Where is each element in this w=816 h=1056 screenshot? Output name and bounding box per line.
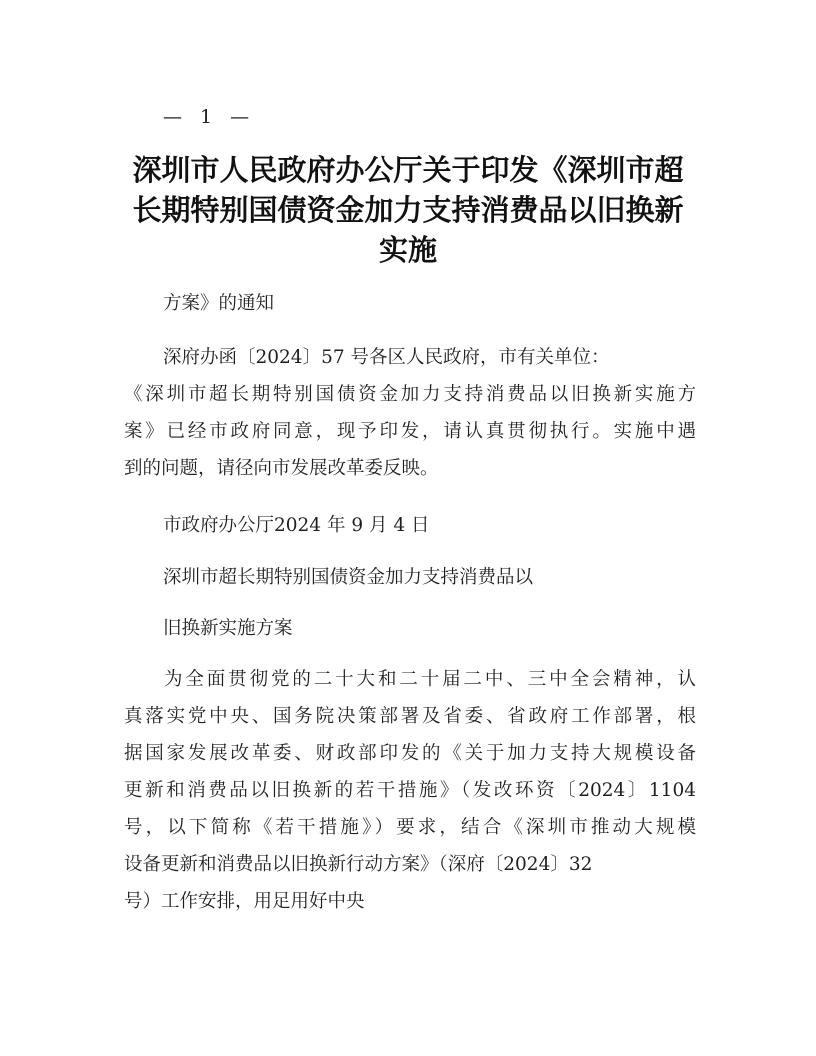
plan-title-line-1: 深圳市超长期特别国债资金加力支持消费品以: [163, 567, 534, 588]
issuer-date: 市政府办公厅2024 年 9 月 4 日: [163, 515, 430, 536]
body-line: 设备更新和消费品以旧换新行动方案》（深府〔2024〕32: [124, 854, 593, 875]
title-line: 长期特别国债资金加力支持消费品以旧换新: [132, 193, 684, 227]
body-line: 据国家发展改革委、财政部印发的《关于加力支持大规模设备: [124, 743, 696, 764]
notice-line: 案》已经市政府同意，现予印发，请认真贯彻执行。实施中遇: [124, 421, 696, 442]
title-line: 实施: [378, 233, 437, 267]
notice-paragraph: [124, 376, 696, 487]
body-line: 更新和消费品以旧换新的若干措施》（发改环资〔2024〕1104: [124, 780, 696, 801]
title-line: 深圳市人民政府办公厅关于印发《深圳市超: [132, 153, 684, 187]
notice-line: 到的问题，请径向市发展改革委反映。: [124, 458, 439, 479]
body-line: 号，以下简称《若干措施》）要求，结合《深圳市推动大规模: [124, 817, 696, 838]
body-paragraph: [124, 661, 696, 920]
body-line: 真落实党中央、国务院决策部署及省委、省政府工作部署，根: [124, 706, 696, 727]
title-continuation: 方案》的通知: [163, 293, 275, 314]
notice-line: 《深圳市超长期特别国债资金加力支持消费品以旧换新实施方: [124, 384, 696, 405]
plan-title-line-2: 旧换新实施方案: [163, 618, 293, 639]
page-number: — 1 —: [163, 106, 256, 128]
body-line: 号）工作安排，用足用好中央: [124, 891, 365, 912]
document-title: [118, 150, 698, 270]
document-reference: 深府办函〔2024〕57 号各区人民政府，市有关单位：: [163, 347, 610, 368]
body-line: 为全面贯彻党的二十大和二十届二中、三中全会精神，认: [164, 669, 696, 690]
